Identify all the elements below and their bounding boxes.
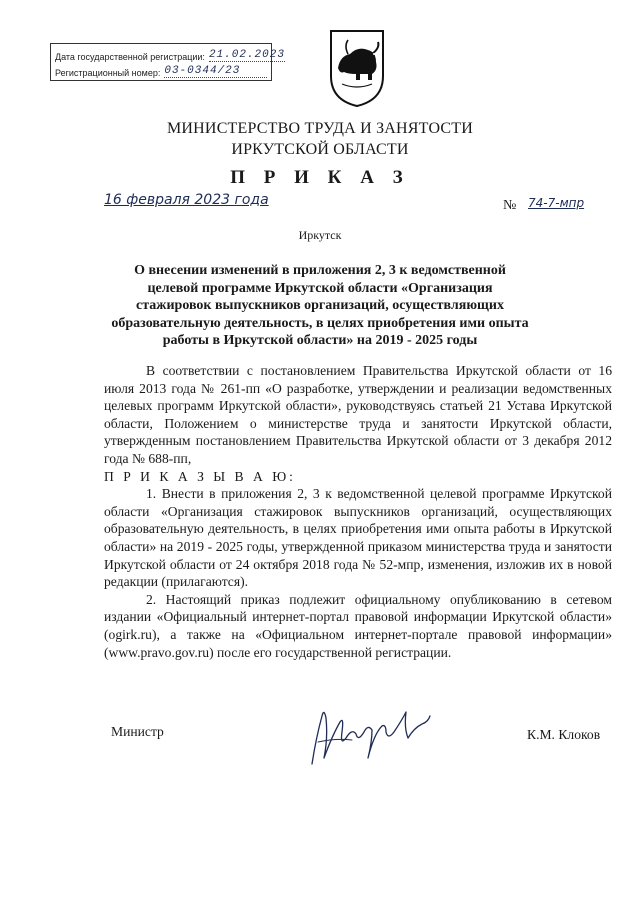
order-date: 16 февраля 2023 года [104,192,269,208]
handwritten-signature [306,698,436,770]
registration-date-value: 21.02.2023 [208,49,285,61]
order-title: П Р И К А З [230,167,410,188]
order-number: 74-7-мпр [528,196,585,210]
registration-number-value: 03-0344/23 [164,65,267,78]
order-heading: О внесении изменений в приложения 2, 3 к ведомственной целевой программе Иркутской области «Организация стажировок выпускников организаций, осуществляющих образовательную деятельность, в целях приобретения ими опыта работы в Иркутской области» на 2019 - 2025 годы [111,263,529,348]
coat-of-arms-icon [328,28,386,108]
registration-number-row [55,62,267,78]
preamble-paragraph: В соответствии с постановлением Правительства Иркутской области от 16 июля 2013 года № 261-пп «О разработке, утверждении и реализации ведомственных целевых программ Иркутской области», руководствуясь статьей 21 Устава Иркутской области, Положением о министерстве труда и занятости Иркутской области, утвержденным постановлением Правительства Иркутской области от 3 декабря 2012 года № 688-пп, [104,363,612,466]
order-item-1: 1. Внести в приложения 2, 3 к ведомственной целевой программе Иркутской области «Организация стажировок выпускников организаций, осуществляющих образовательную деятельность, в целях приобретения ими опыта работы в Иркутской области» на 2019 - 2025 годы, утвержденной приказом министерства труда и занятости Иркутской области от 24 октября 2018 года № 52-мпр, изменения, изложив их в новой редакции (прилагаются). [104,486,612,590]
registration-date-row [55,46,285,62]
order-city: Иркутск [298,228,342,242]
registration-stamp [50,43,285,81]
order-body [104,362,612,661]
registration-number-label: Регистрационный номер: [55,68,161,78]
ministry-line-2: ИРКУТСКОЙ ОБЛАСТИ [231,141,409,158]
decree-word: П Р И К А З Ы В А Ю: [104,468,296,484]
signatory-title: Министр [111,724,164,739]
signatory-name: К.М. Клоков [527,727,601,742]
ministry-name [0,118,640,160]
registration-date-label: Дата государственной регистрации: [55,52,205,62]
order-number-label: № [503,198,517,213]
ministry-line-1: МИНИСТЕРСТВО ТРУДА И ЗАНЯТОСТИ [167,120,473,137]
order-item-2: 2. Настоящий приказ подлежит официальному опубликованию в сетевом издании «Официальный интернет-портал правовой информации Иркутской области» (ogirk.ru), а также на «Официальном интернет-портале правовой информации» (www.pravo.gov.ru) после его государственной регистрации. [104,591,612,660]
